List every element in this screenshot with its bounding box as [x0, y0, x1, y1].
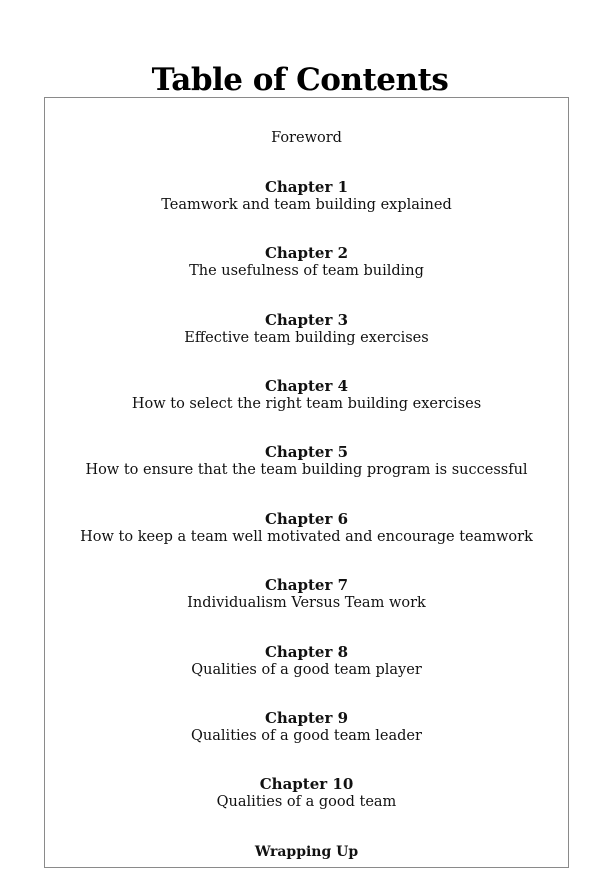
table-of-contents [44, 97, 569, 868]
toc-entry-chapter-4[interactable] [45, 377, 568, 413]
foreword-label: Foreword [271, 130, 342, 146]
toc-entry-chapter-6[interactable] [45, 510, 568, 546]
chapter-title: Teamwork and team building explained [161, 197, 452, 213]
toc-entry-foreword[interactable] [45, 129, 568, 147]
chapter-title: The usefulness of team building [189, 263, 424, 279]
chapter-label: Chapter 5 [264, 443, 349, 461]
toc-entry-chapter-3[interactable] [45, 311, 568, 347]
chapter-title: Effective team building exercises [184, 330, 429, 346]
chapter-label: Chapter 6 [264, 510, 349, 528]
chapter-label: Chapter 8 [264, 643, 349, 661]
chapter-title: How to select the right team building exercises [131, 396, 482, 412]
toc-entry-chapter-2[interactable] [45, 244, 568, 280]
toc-entry-chapter-10[interactable] [45, 775, 568, 811]
chapter-label: Chapter 4 [264, 377, 349, 395]
chapter-title: Qualities of a good team [216, 794, 397, 810]
chapter-title: Individualism Versus Team work [187, 595, 426, 611]
toc-entry-chapter-9[interactable] [45, 709, 568, 745]
chapter-label: Chapter 7 [264, 576, 349, 594]
chapter-label: Chapter 9 [264, 709, 349, 727]
toc-entry-chapter-5[interactable] [45, 443, 568, 479]
wrapping-up-label: Wrapping Up [254, 844, 359, 860]
toc-entry-wrapping-up[interactable] [45, 843, 568, 861]
chapter-title: How to ensure that the team building program is successful [85, 462, 528, 478]
chapter-title: Qualities of a good team player [191, 662, 422, 678]
toc-entry-chapter-8[interactable] [45, 643, 568, 679]
chapter-label: Chapter 1 [264, 178, 349, 196]
chapter-label: Chapter 3 [264, 311, 349, 329]
toc-entry-chapter-1[interactable] [45, 178, 568, 214]
chapter-label: Chapter 10 [259, 775, 354, 793]
toc-entry-chapter-7[interactable] [45, 576, 568, 612]
chapter-label: Chapter 2 [264, 244, 349, 262]
chapter-title: Qualities of a good team leader [191, 728, 422, 744]
chapter-title: How to keep a team well motivated and encourage teamwork [80, 529, 533, 545]
page-title: Table of Contents [151, 62, 449, 98]
